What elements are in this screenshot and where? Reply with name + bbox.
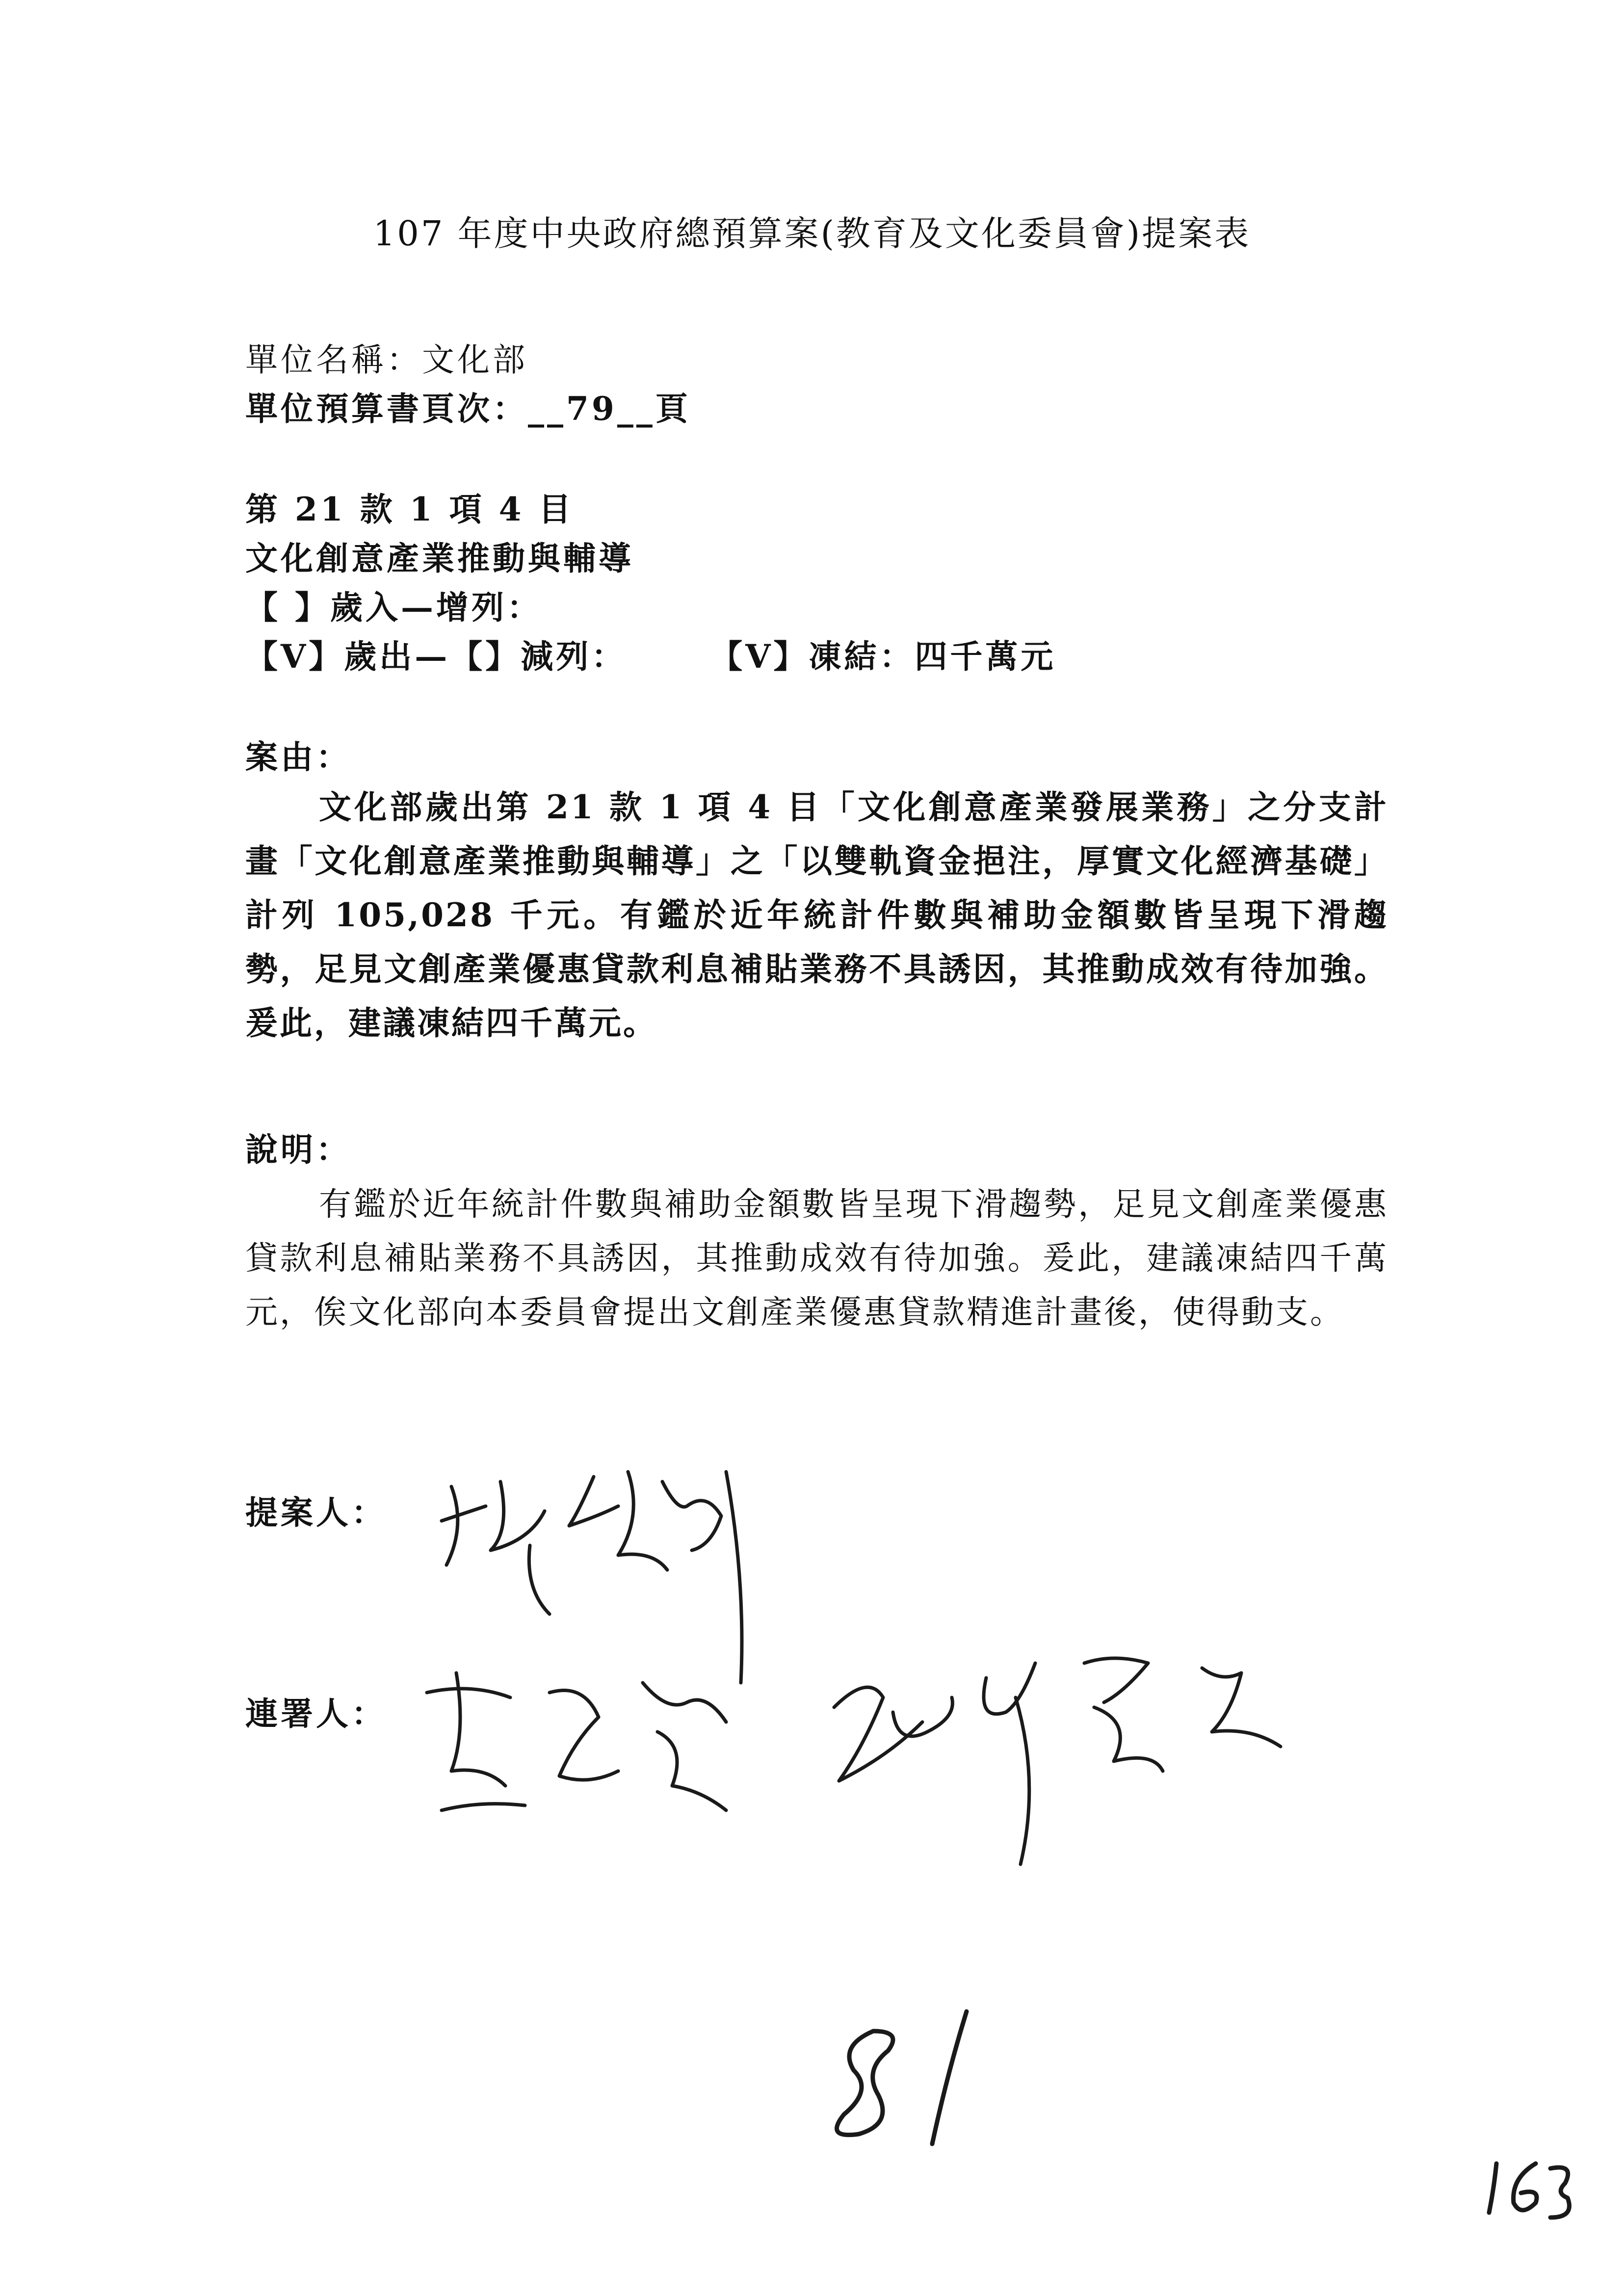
cosigner-label: 連署人： — [245, 1695, 387, 1733]
revenue-line: 【 】歲入—增列： — [245, 588, 542, 626]
proposer-label: 提案人： — [245, 1493, 387, 1532]
explanation-heading: 說明： — [245, 1130, 351, 1169]
budget-page-suffix: __頁 — [617, 390, 691, 428]
item-code: 第 21 款 1 項 4 目 — [245, 490, 574, 528]
unit-name: 單位名稱：文化部 — [245, 341, 528, 379]
item-name: 文化創意產業推動與輔導 — [245, 539, 634, 577]
explanation-text: 有鑑於近年統計件數與補助金額數皆呈現下滑趨勢，足見文創產業優惠貸款利息補貼業務不具誘因，其推動成效有待加強。爰此，建議凍結四千萬元，俟文化部向本委員會提出文創產業優惠貸款精進計畫後，使得動支。 — [245, 1185, 1388, 1331]
adjustment-line — [245, 630, 1056, 677]
handwritten-corner-number — [1477, 2144, 1585, 2227]
handwritten-page-number — [814, 2002, 991, 2149]
reason-heading: 案由： — [245, 738, 351, 776]
freeze-line: 【V】凍結：四千萬元 — [710, 637, 1056, 676]
budget-page-prefix: 單位預算書頁次：__ — [245, 390, 566, 428]
budget-page-reference — [245, 383, 691, 429]
cosigner-signature-2 — [810, 1634, 1325, 1889]
expenditure-line: 【V】歲出—【】減列： — [245, 637, 627, 676]
budget-page-number: 79 — [566, 390, 617, 428]
document-title: 107 年度中央政府總預算案(教育及文化委員會)提案表 — [373, 213, 1251, 254]
reason-text: 文化部歲出第 21 款 1 項 4 目「文化創意產業發展業務」之分支計畫「文化創意產業推動與輔導」之「以雙軌資金挹注，厚實文化經濟基礎」計列 105,028 千元。有鑑於近年統計件數與補助金額數皆呈現下滑趨勢，足見文創產業優惠貸款利息補貼業務不具誘因，其推動成效有待加強。爰此，建議凍結四千萬元。 — [245, 788, 1388, 1042]
cosigner-signature-1 — [412, 1663, 746, 1859]
